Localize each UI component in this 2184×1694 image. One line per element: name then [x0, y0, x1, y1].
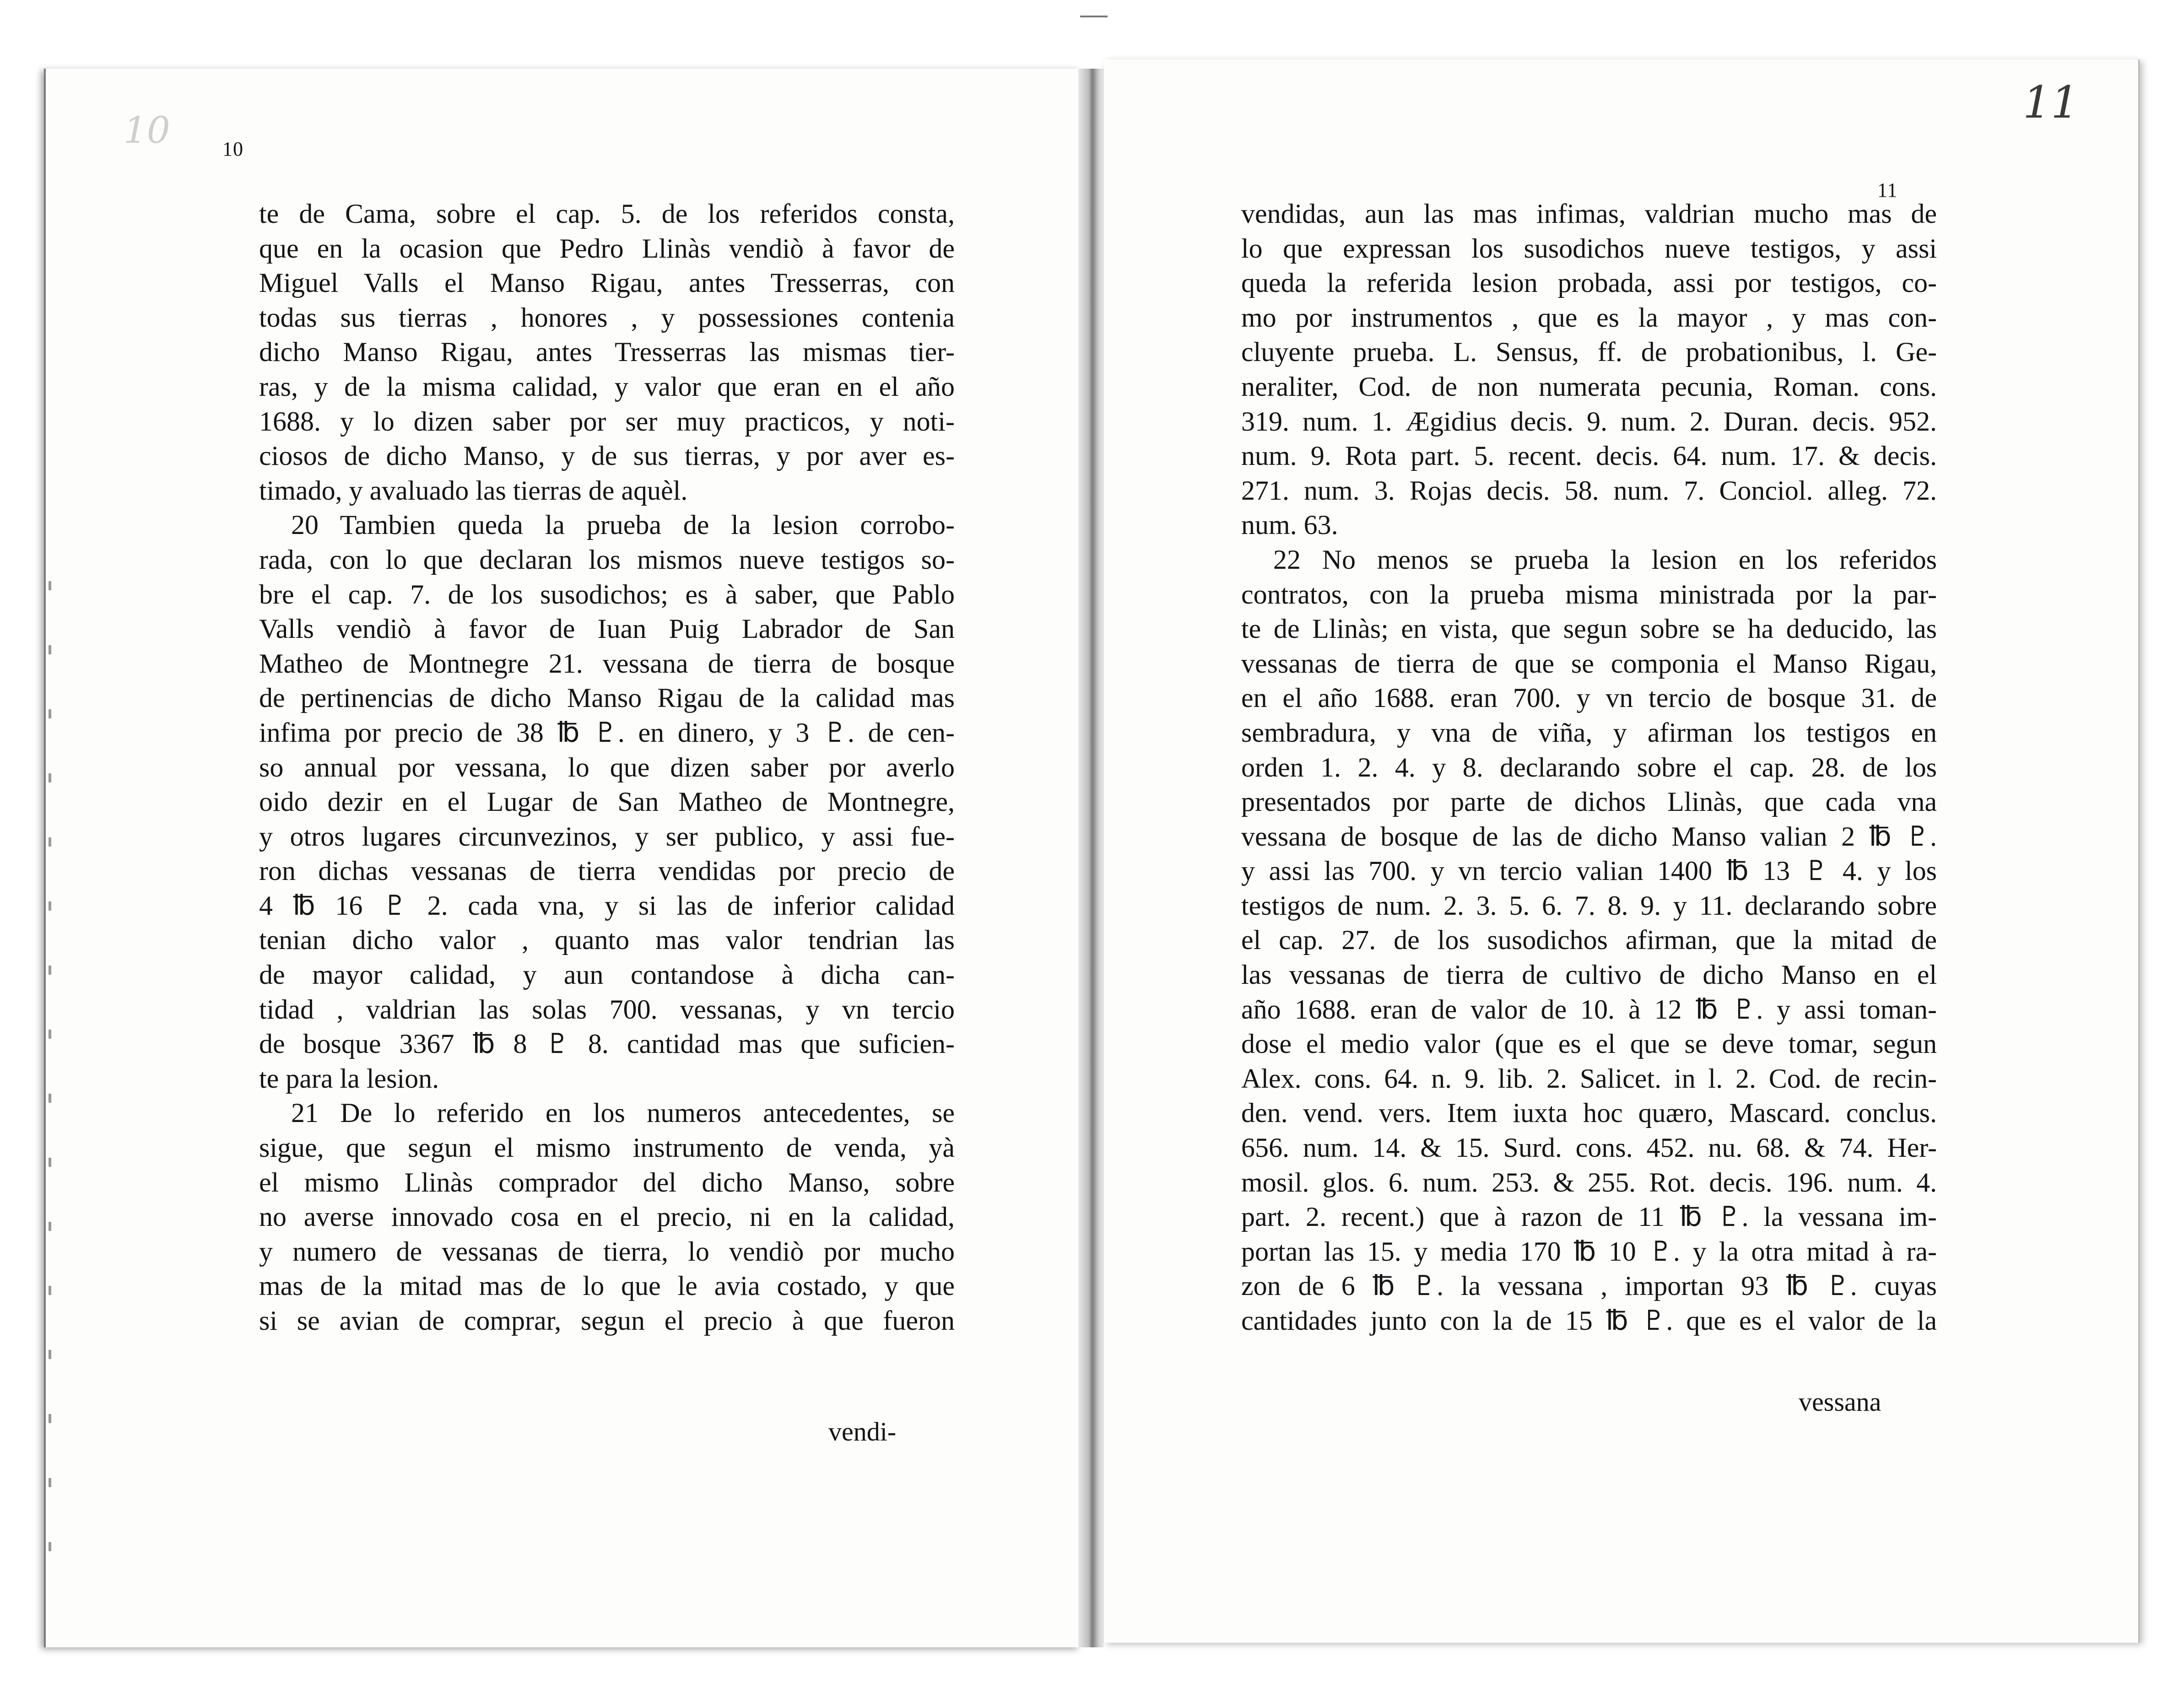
right-body-text: [1241, 197, 1937, 1338]
text-line: ciosos de dicho Manso, y de sus tierras, y por aver es-: [259, 441, 955, 471]
text-line: y otros lugares circunvezinos, y ser publico, y assi fue-: [259, 821, 955, 852]
text-line: sembradura, y vna de viña, y afirman los testigos en: [1241, 717, 1937, 748]
text-line: mo por instrumentos , que es la mayor , y mas con-: [1241, 302, 1937, 333]
text-line: mosil. glos. 6. num. 253. & 255. Rot. decis. 196. num. 4.: [1241, 1167, 1937, 1198]
text-line: 1688. y lo dizen saber por ser muy practicos, y noti-: [259, 406, 955, 437]
text-line: cantidades junto con la de 15 ℔ ♇. que es el valor de la: [1241, 1306, 1937, 1336]
text-line: vessana de bosque de las de dicho Manso valian 2 ℔ ♇.: [1241, 821, 1937, 852]
text-line: de pertinencias de dicho Manso Rigau de la calidad mas: [259, 683, 955, 713]
text-line: año 1688. eran de valor de 10. à 12 ℔ ♇. y assi toman-: [1241, 994, 1937, 1025]
text-line: lo que expressan los susodichos nueve testigos, y assi: [1241, 233, 1937, 264]
text-line: todas sus tierras , honores , y possessiones contenia: [259, 302, 955, 333]
text-line: oido dezir en el Lugar de San Matheo de Montnegre,: [259, 787, 955, 817]
text-line: tenian dicho valor , quanto mas valor tendrian las: [259, 925, 955, 955]
text-line: 22 No menos se prueba la lesion en los referidos: [1273, 544, 1937, 575]
text-line: Valls vendiò à favor de Iuan Puig Labrador de San: [259, 614, 955, 644]
text-line: ron dichas vessanas de tierra vendidas por precio de: [259, 856, 955, 886]
text-line: num. 9. Rota part. 5. recent. decis. 64. num. 17. & decis.: [1241, 441, 1937, 471]
text-line: en el año 1688. eran 700. y vn tercio de bosque 31. de: [1241, 683, 1937, 713]
text-line: que en la ocasion que Pedro Llinàs vendiò à favor de: [259, 233, 955, 264]
text-line: zon de 6 ℔ ♇. la vessana , importan 93 ℔ ♇. cuyas: [1241, 1271, 1937, 1301]
text-line: de bosque 3367 ℔ 8 ♇ 8. cantidad mas que suficien-: [259, 1029, 955, 1059]
text-line: 4 ℔ 16 ♇ 2. cada vna, y si las de inferior calidad: [259, 890, 955, 921]
left-body-text: [259, 197, 955, 1338]
text-line: ras, y de la misma calidad, y valor que eran en el año: [259, 371, 955, 402]
text-line: mas de la mitad mas de lo que le avia costado, y que: [259, 1271, 955, 1301]
text-line: dose el medio valor (que es el que se deve tomar, segun: [1241, 1029, 1937, 1059]
text-line: si se avian de comprar, segun el precio à que fueron: [259, 1306, 955, 1336]
text-line: queda la referida lesion probada, assi por testigos, co-: [1241, 268, 1937, 298]
text-line: den. vend. vers. Item iuxta hoc quæro, Mascard. conclus.: [1241, 1098, 1937, 1128]
text-line: dicho Manso Rigau, antes Tresserras las mismas tier-: [259, 337, 955, 367]
text-line: no averse innovado cosa en el precio, ni en la calidad,: [259, 1202, 955, 1232]
text-line: neraliter, Cod. de non numerata pecunia, Roman. cons.: [1241, 371, 1937, 402]
text-line: infima por precio de 38 ℔ ♇. en dinero, y 3 ♇. de cen-: [259, 717, 955, 748]
text-line: rada, con lo que declaran los mismos nueve testigos so-: [259, 544, 955, 575]
right-folio-mark: 11: [2023, 77, 2079, 128]
text-line: Miguel Valls el Manso Rigau, antes Tresserras, con: [259, 268, 955, 298]
text-line: presentados por parte de dichos Llinàs, que cada vna: [1241, 787, 1937, 817]
text-line: Alex. cons. 64. n. 9. lib. 2. Salicet. in l. 2. Cod. de recin-: [1241, 1063, 1937, 1094]
text-line: Matheo de Montnegre 21. vessana de tierra de bosque: [259, 648, 955, 679]
text-line: testigos de num. 2. 3. 5. 6. 7. 8. 9. y 11. declarando sobre: [1241, 890, 1937, 921]
text-line: orden 1. 2. 4. y 8. declarando sobre el cap. 28. de los: [1241, 752, 1937, 782]
text-line: te de Cama, sobre el cap. 5. de los referidos consta,: [259, 199, 955, 229]
book-gutter: [1078, 69, 1104, 1647]
text-line: 319. num. 1. Ægidius decis. 9. num. 2. Duran. decis. 952.: [1241, 406, 1937, 437]
text-line: te de Llinàs; en vista, que segun sobre se ha deducido, las: [1241, 614, 1937, 644]
text-line: cluyente prueba. L. Sensus, ff. de probationibus, l. Ge-: [1241, 337, 1937, 367]
text-line: part. 2. recent.) que à razon de 11 ℔ ♇. la vessana im-: [1241, 1202, 1937, 1232]
text-line: num. 63.: [1241, 510, 1338, 540]
text-line: te para la lesion.: [259, 1063, 439, 1094]
left-catchword: vendi-: [828, 1417, 897, 1446]
text-line: so annual por vessana, lo que dizen saber por averlo: [259, 752, 955, 782]
text-line: contratos, con la prueba misma ministrada por la par-: [1241, 579, 1937, 610]
text-line: 20 Tambien queda la prueba de la lesion corrobo-: [291, 510, 955, 540]
text-line: y numero de vessanas de tierra, lo vendiò por mucho: [259, 1236, 955, 1267]
text-line: 21 De lo referido en los numeros antecedentes, se: [291, 1098, 955, 1128]
right-page-number: 11: [1877, 179, 1898, 201]
text-line: vessanas de tierra de que se componia el Manso Rigau,: [1241, 648, 1937, 679]
left-folio-mark: 10: [124, 109, 170, 151]
text-line: 271. num. 3. Rojas decis. 58. num. 7. Conciol. alleg. 72.: [1241, 475, 1937, 506]
text-line: 656. num. 14. & 15. Surd. cons. 452. nu. 68. & 74. Her-: [1241, 1133, 1937, 1163]
text-line: las vessanas de tierra de cultivo de dicho Manso en el: [1241, 960, 1937, 990]
text-line: de mayor calidad, y aun contandose à dicha can-: [259, 960, 955, 990]
text-line: el cap. 27. de los susodichos afirman, que la mitad de: [1241, 925, 1937, 955]
text-line: bre el cap. 7. de los susodichos; es à saber, que Pablo: [259, 579, 955, 610]
text-line: vendidas, aun las mas infimas, valdrian mucho mas de: [1241, 199, 1937, 229]
left-page-number: 10: [222, 138, 243, 160]
text-line: el mismo Llinàs comprador del dicho Manso, sobre: [259, 1167, 955, 1198]
text-line: y assi las 700. y vn tercio valian 1400 ℔ 13 ♇ 4. y los: [1241, 856, 1937, 886]
text-line: sigue, que segun el mismo instrumento de venda, yà: [259, 1133, 955, 1163]
top-edge-mark: [1080, 16, 1108, 17]
text-line: timado, y avaluado las tierras de aquèl.: [259, 475, 688, 506]
right-catchword: vessana: [1799, 1387, 1881, 1417]
text-line: portan las 15. y media 170 ℔ 10 ♇. y la otra mitad à ra-: [1241, 1236, 1937, 1267]
binding-holes: [49, 526, 51, 1579]
text-line: tidad , valdrian las solas 700. vessanas, y vn tercio: [259, 994, 955, 1025]
